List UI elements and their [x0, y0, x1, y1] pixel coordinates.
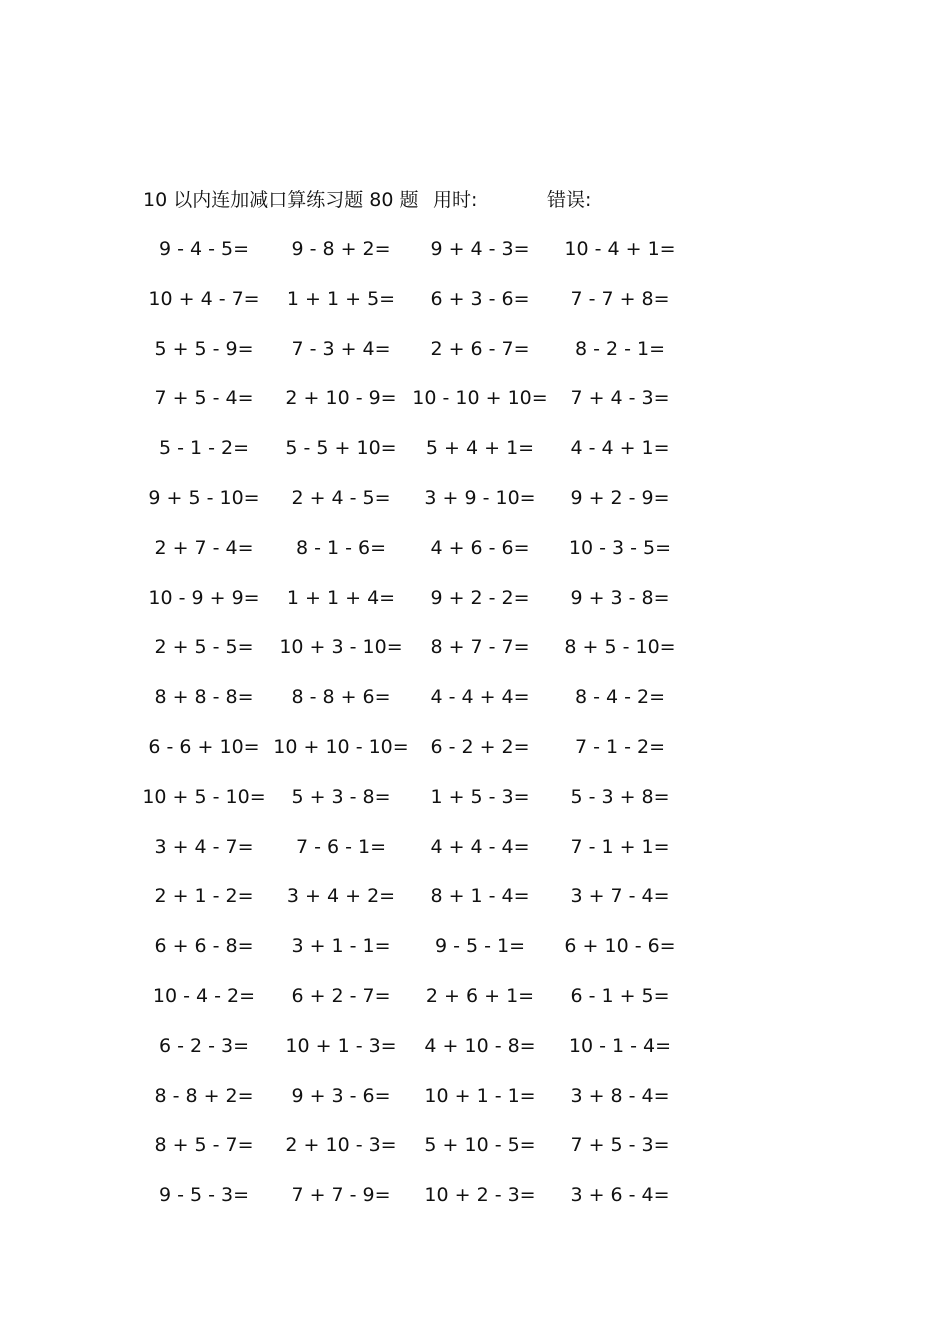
problem-row [0, 583, 950, 633]
problem-row [0, 832, 950, 882]
error-count-label: 错误: [547, 189, 592, 211]
problem-item: 4 - 4 + 1= [570, 437, 670, 460]
problem-item: 10 - 3 - 5= [568, 536, 672, 559]
worksheet-header [143, 186, 703, 214]
problem-item: 2 + 5 - 5= [154, 636, 254, 659]
problem-item: 10 - 4 + 1= [564, 238, 676, 260]
problem-item: 9 + 5 - 10= [148, 486, 260, 509]
problem-item: 8 + 7 - 7= [430, 636, 530, 659]
problem-row [0, 234, 950, 284]
problem-item: 10 + 1 - 1= [424, 1084, 536, 1107]
problem-item: 7 + 7 - 9= [291, 1184, 391, 1207]
problem-item: 2 + 7 - 4= [154, 536, 254, 559]
problem-item: 3 + 7 - 4= [570, 885, 670, 908]
problem-item: 10 - 1 - 4= [568, 1034, 672, 1057]
problem-item: 2 + 10 - 3= [285, 1134, 397, 1157]
problem-item: 8 - 1 - 6= [295, 536, 387, 559]
time-used-label: 用时: [433, 189, 478, 211]
problem-item: 7 - 1 - 2= [574, 735, 666, 758]
problem-row [0, 1180, 950, 1230]
problem-item: 10 - 9 + 9= [148, 586, 260, 609]
problem-item: 2 + 6 + 1= [425, 984, 535, 1007]
problem-item: 10 + 5 - 10= [142, 785, 266, 808]
problem-item: 8 + 8 - 8= [154, 686, 254, 709]
problem-row [0, 1130, 950, 1180]
problem-item: 5 - 1 - 2= [158, 437, 250, 460]
problem-item: 3 + 4 + 2= [286, 885, 396, 908]
problem-item: 5 - 3 + 8= [570, 785, 670, 808]
worksheet-title: 10 以内连加减口算练习题 80 题 [143, 189, 419, 211]
problem-item: 9 + 2 - 9= [570, 486, 670, 509]
problem-item: 1 + 5 - 3= [430, 785, 530, 808]
problem-item: 7 - 7 + 8= [570, 287, 670, 310]
problem-item: 8 - 8 + 2= [154, 1084, 254, 1107]
problem-item: 6 + 10 - 6= [564, 935, 676, 958]
problem-item: 6 - 2 + 2= [430, 735, 530, 758]
problem-item: 1 + 1 + 4= [286, 586, 396, 609]
problem-row [0, 383, 950, 433]
problem-item: 4 + 10 - 8= [424, 1034, 536, 1057]
problem-item: 2 + 6 - 7= [430, 337, 530, 360]
problem-item: 3 + 8 - 4= [570, 1084, 670, 1107]
problem-item: 7 + 5 - 4= [154, 387, 254, 410]
problem-item: 10 + 3 - 10= [279, 636, 403, 659]
problem-item: 9 + 3 - 8= [570, 586, 670, 609]
problem-row [0, 632, 950, 682]
problem-item: 9 - 5 - 1= [434, 935, 526, 958]
problem-item: 5 + 10 - 5= [424, 1134, 536, 1157]
problem-row [0, 732, 950, 782]
problem-item: 6 - 1 + 5= [570, 984, 670, 1007]
problem-item: 8 - 8 + 6= [291, 686, 391, 709]
problem-item: 10 - 4 - 2= [152, 984, 256, 1007]
problem-item: 10 - 10 + 10= [412, 387, 548, 410]
problem-row [0, 483, 950, 533]
problem-item: 7 - 6 - 1= [295, 835, 387, 858]
problem-item: 10 + 2 - 3= [424, 1184, 536, 1207]
problem-item: 5 - 5 + 10= [285, 437, 397, 460]
problem-item: 8 - 4 - 2= [574, 686, 666, 709]
problem-item: 3 + 6 - 4= [570, 1184, 670, 1207]
problem-item: 3 + 4 - 7= [154, 835, 254, 858]
problem-item: 4 - 4 + 4= [430, 686, 530, 709]
problem-row [0, 931, 950, 981]
problem-item: 9 + 3 - 6= [291, 1084, 391, 1107]
problem-item: 7 - 3 + 4= [291, 337, 391, 360]
problem-item: 3 + 9 - 10= [424, 486, 536, 509]
problem-item: 9 + 2 - 2= [430, 586, 530, 609]
problem-item: 5 + 5 - 9= [154, 337, 254, 360]
problem-item: 9 - 8 + 2= [291, 238, 391, 260]
problem-item: 10 + 4 - 7= [148, 287, 260, 310]
problem-item: 9 + 4 - 3= [430, 238, 530, 260]
problem-item: 7 + 4 - 3= [570, 387, 670, 410]
problem-item: 10 + 1 - 3= [285, 1034, 397, 1057]
problem-item: 8 + 5 - 7= [154, 1134, 254, 1157]
problem-item: 2 + 4 - 5= [291, 486, 391, 509]
problem-item: 8 - 2 - 1= [574, 337, 666, 360]
problem-row [0, 981, 950, 1031]
problem-item: 2 + 10 - 9= [285, 387, 397, 410]
problem-item: 6 + 6 - 8= [154, 935, 254, 958]
problem-row [0, 433, 950, 483]
problem-row [0, 881, 950, 931]
problem-row [0, 682, 950, 732]
problem-item: 4 + 6 - 6= [430, 536, 530, 559]
problem-item: 1 + 1 + 5= [286, 287, 396, 310]
problem-item: 9 - 5 - 3= [158, 1184, 250, 1207]
problem-item: 6 + 2 - 7= [291, 984, 391, 1007]
problem-item: 4 + 4 - 4= [430, 835, 530, 858]
problem-row [0, 1081, 950, 1131]
problem-item: 7 - 1 + 1= [570, 835, 670, 858]
problem-item: 5 + 3 - 8= [291, 785, 391, 808]
problem-row [0, 1031, 950, 1081]
problem-item: 6 - 2 - 3= [158, 1034, 250, 1057]
problem-grid [0, 234, 950, 1230]
problem-item: 2 + 1 - 2= [154, 885, 254, 908]
problem-item: 10 + 10 - 10= [273, 735, 409, 758]
problem-item: 6 + 3 - 6= [430, 287, 530, 310]
problem-row [0, 284, 950, 334]
problem-item: 5 + 4 + 1= [425, 437, 535, 460]
problem-row [0, 533, 950, 583]
problem-item: 3 + 1 - 1= [291, 935, 391, 958]
problem-row [0, 782, 950, 832]
problem-item: 8 + 5 - 10= [564, 636, 676, 659]
problem-item: 6 - 6 + 10= [148, 735, 260, 758]
problem-item: 7 + 5 - 3= [570, 1134, 670, 1157]
problem-item: 8 + 1 - 4= [430, 885, 530, 908]
problem-row [0, 334, 950, 384]
problem-item: 9 - 4 - 5= [158, 238, 250, 260]
